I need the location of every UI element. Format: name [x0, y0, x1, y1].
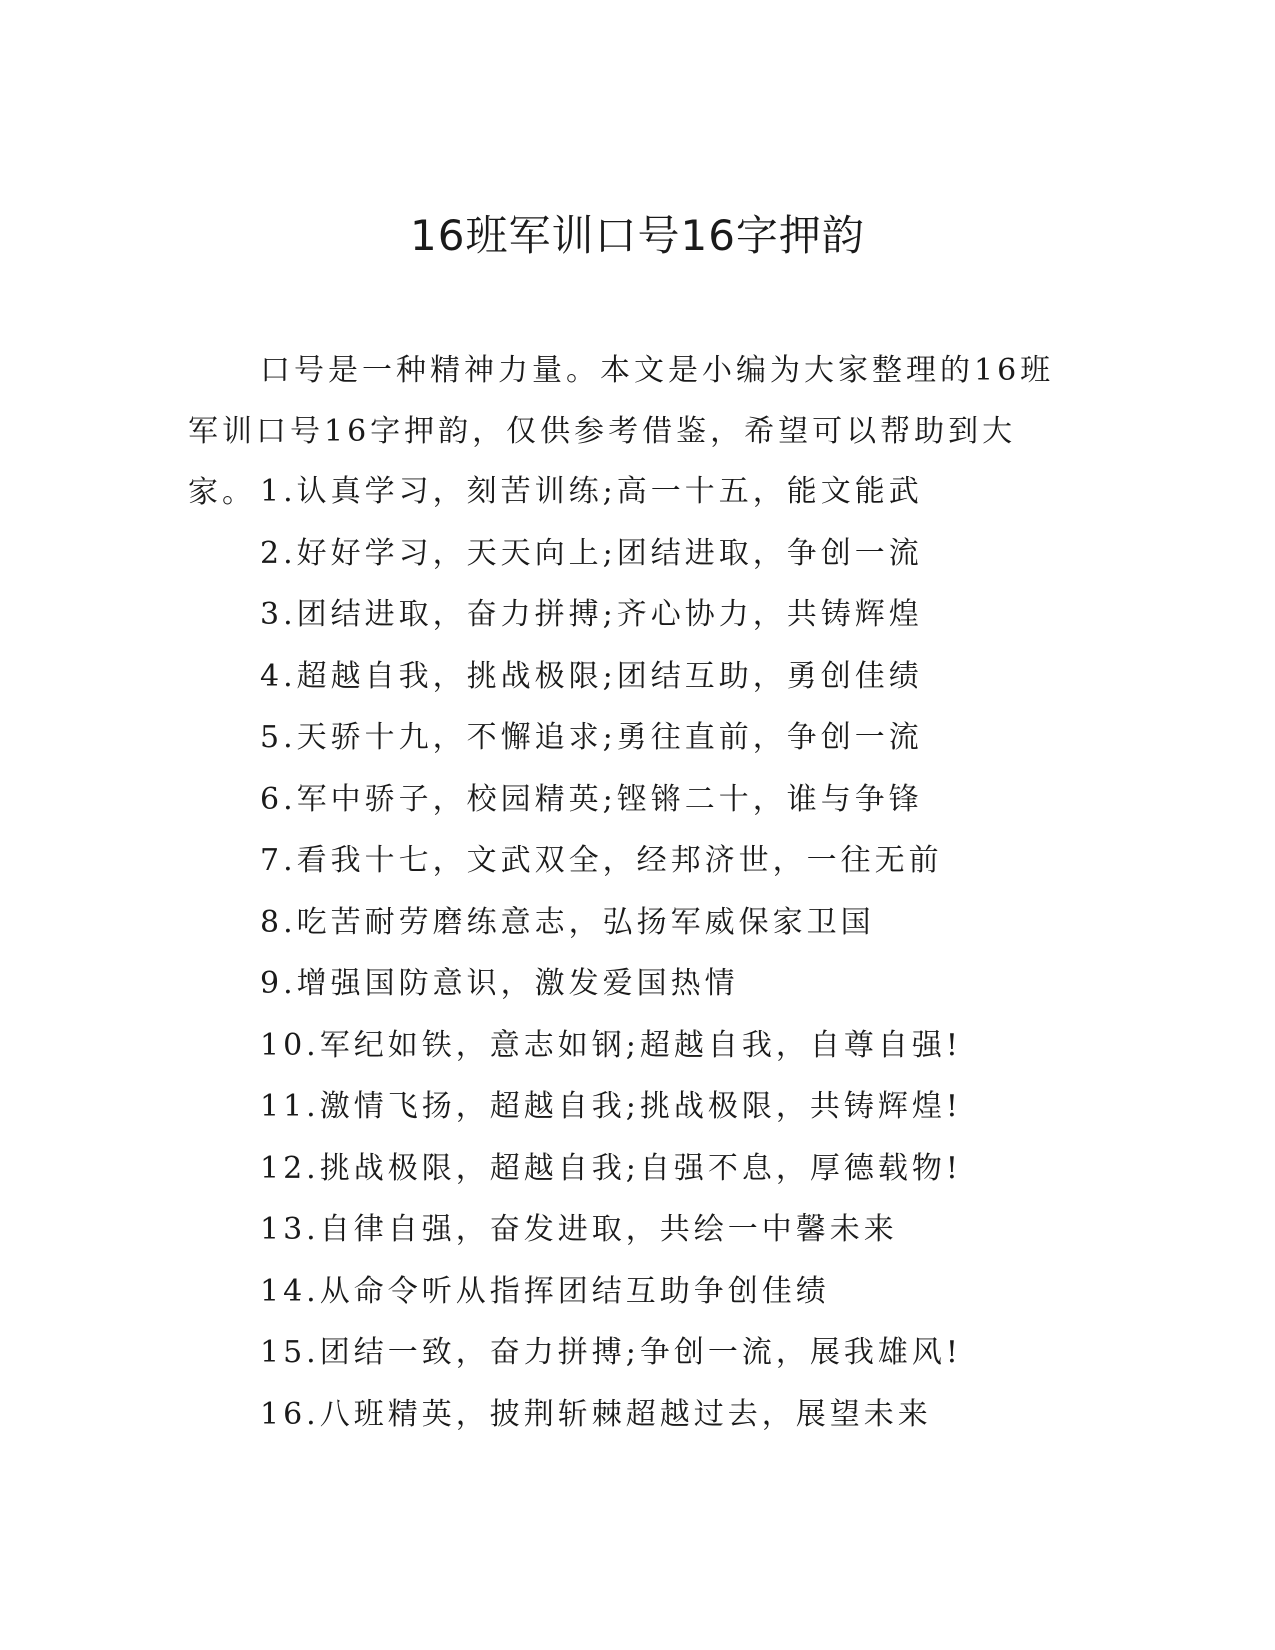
list-item: 1.认真学习，刻苦训练;高一十五，能文能武: [260, 474, 923, 509]
list-item: 16.八班精英，披荆斩棘超越过去，展望未来: [260, 1396, 932, 1432]
list-item: 3.团结进取，奋力拼搏;齐心协力，共铸辉煌: [260, 597, 923, 632]
list-item: 12.挑战极限，超越自我;自强不息，厚德载物!: [260, 1150, 962, 1186]
list-item: 5.天骄十九，不懈追求;勇往直前，争创一流: [260, 720, 923, 755]
list-item: 15.团结一致，奋力拼搏;争创一流，展我雄风!: [260, 1335, 962, 1370]
list-item: 10.军纪如铁，意志如钢;超越自我，自尊自强!: [260, 1027, 962, 1063]
list-item: 9.增强国防意识，激发爱国热情: [260, 966, 739, 1001]
intro-paragraph: 口号是一种精神力量。本文是小编为大家整理的16班军训口号16字押韵，仅供参考借鉴，希望可以帮助到大家。: [188, 353, 1055, 510]
list-item: 7.看我十七，文武双全，经邦济世，一往无前: [260, 843, 943, 878]
list-item: 4.超越自我，挑战极限;团结互助，勇创佳绩: [260, 658, 923, 694]
list-item: 2.好好学习，天天向上;团结进取，争创一流: [260, 535, 923, 571]
slogan-list: [260, 461, 1120, 1445]
list-item: 13.自律自强，奋发进取，共绘一中馨未来: [260, 1212, 898, 1247]
list-item: 14.从命令听从指挥团结互助争创佳绩: [260, 1273, 830, 1309]
list-item: 11.激情飞扬，超越自我;挑战极限，共铸辉煌!: [260, 1089, 962, 1124]
list-item: 6.军中骄子，校园精英;铿锵二十，谁与争锋: [260, 781, 923, 817]
list-item: 8.吃苦耐劳磨练意志，弘扬军威保家卫国: [260, 904, 875, 940]
document-title: 16班军训口号16字押韵: [410, 211, 865, 260]
